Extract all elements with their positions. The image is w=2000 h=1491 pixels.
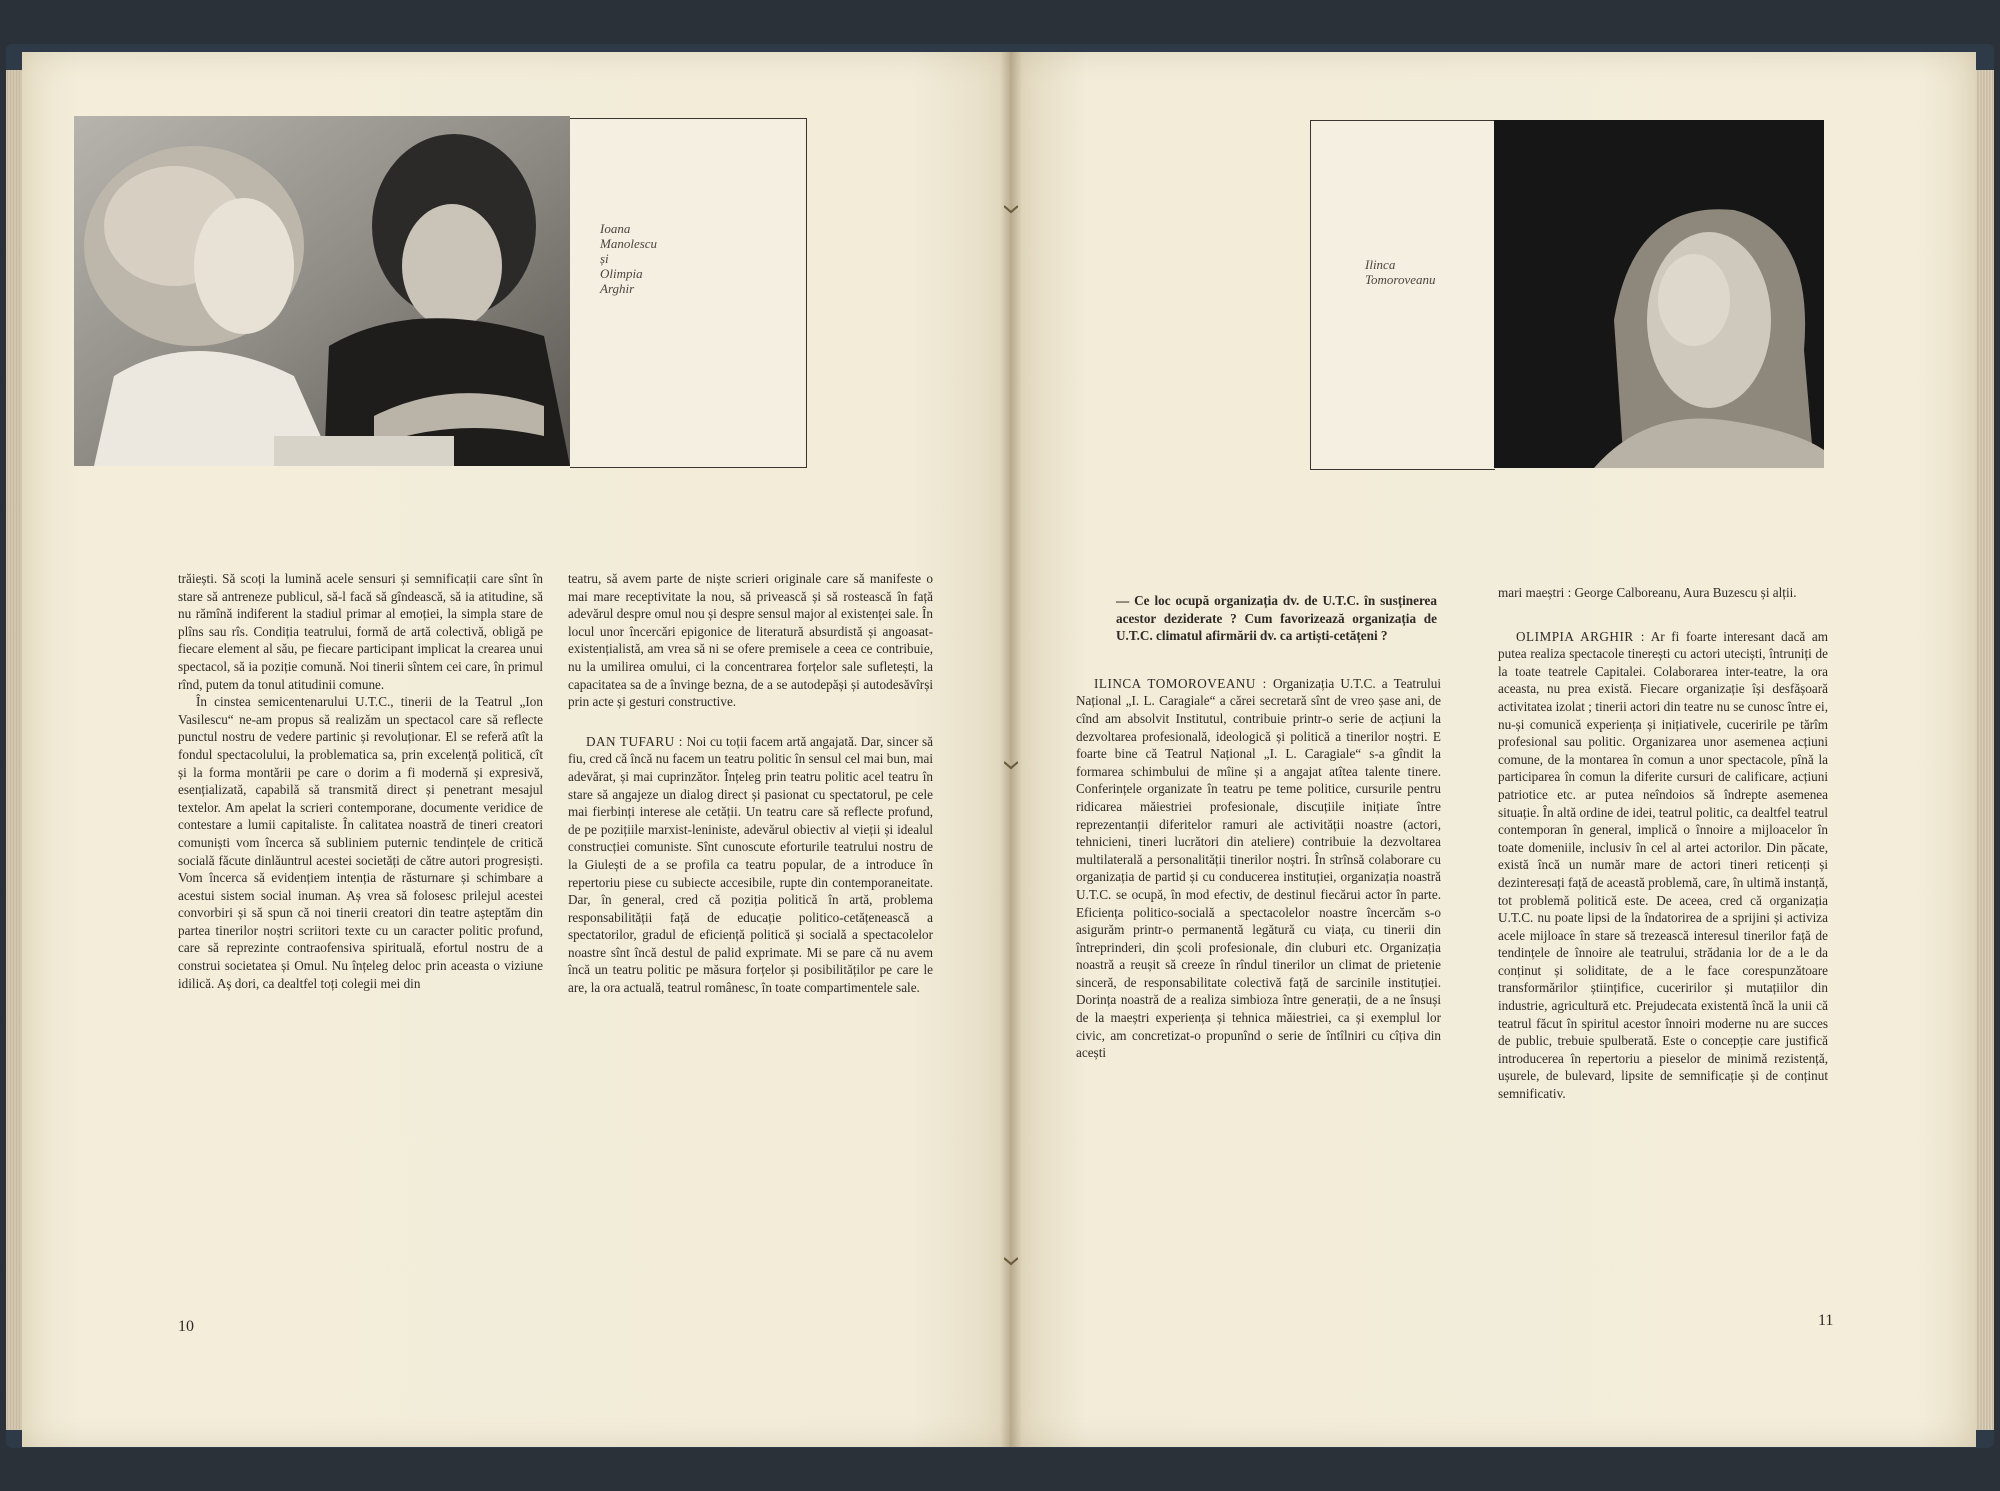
photo-manolescu-arghir: [74, 116, 570, 466]
caption-line: Olimpia: [600, 266, 643, 281]
speaker-text: Organizația U.T.C. a Teatrului Național „I. L. Caragiale“ a cărei secretară sînt de vreo șase ani, de cînd am absolvit Institutul, contribuie printr-o serie de acțiuni la dezvoltarea profesională, ideologică și politică a tinerilor noștri. E foarte bine că Teatrul Național „I. L. Caragiale“ s-a gîndit la formarea schimbului de mîine și a angajat atîtea talente tinere. Conferințele organizate în teatru pe teme politice, cursurile pentru ridicarea măiestriei profesionale, discuțiile inițiate între reprezentanții diferitelor ramuri ale activității noastre (actori, tehnicieni, tineri lucrători din ateliere) contribuie la dezvoltarea multilaterală a personalității tinerilor noștri. În strînsă colaborare cu organizația de partid și cu conducerea instituției, organizația noastră U.T.C. se ocupă, în mod efectiv, de destinul fiecărui actor în parte. Eficiența politico-socială a spectacolelor noastre încercăm s-o asigurăm printr-o permanentă legătură cu viața, cu tinerii din întreprinderi, din școli profesionale, din cluburi etc. Organizația noastră a reușit să creeze în rîndul tinerilor un climat de prietenie sinceră, de responsabilitate colectivă față de sarcinile instituției. Dorința noastră de a realiza simbioza între generații, de a ne însuși de la maeștri experiența și tehnica măiestriei, ca și exemplul lor civic, am concretizat-o propunînd o serie de întîlniri cu cîțiva din acești: [1076, 675, 1441, 1061]
text-column-2: [568, 570, 933, 997]
text-column-4: [1498, 584, 1828, 1103]
binding-mark: [1004, 760, 1018, 770]
caption-left: [570, 118, 807, 468]
page-edges-right: [1976, 70, 1994, 1430]
caption-line: Manolescu: [600, 236, 658, 251]
text-column-1: [178, 570, 543, 992]
caption-right: [1310, 120, 1495, 470]
paragraph: [568, 733, 933, 997]
page-number-left: 10: [178, 1318, 194, 1335]
page-number-right: 11: [1818, 1312, 1834, 1329]
paragraph: teatru, să avem parte de niște scrieri originale care să manifeste o mai mare receptivitate la nou, să privească și să rostească în față adevărul despre omul nou și despre sensul major al existenței sale. În locul unor încercări epigonice de literatură absurdistă și angoasat-existențialistă, am vrea să ni se ofere premisele a ceea ce contribuie, nu la umilirea omului, ci la concentrarea forțelor sale sufletești, la capacitatea sa de a învinge bezna, de a se autodepăși și autodesăvîrși prin acte și gesturi constructive.: [568, 571, 933, 710]
speaker-text: Ar fi foarte interesant dacă am putea realiza spectacole tinerești cu actori uteciști, întruniți de la toate teatrele Capitalei. Colaborarea inter-teatre, la ora aceasta, nu prea există. Fiecare organizație își desfășoară activitatea izolat ; tinerii actori din teatre nu se cunosc între ei, nu-și comunică experiența și inițiativele, cuceririle pe tărîm profesional sau politic. Organizarea unor asemenea acțiuni comune, de la montarea în comun a unor spectacole, pînă la participarea în comun la diferite cursuri de calificare, acțiuni patriotice etc. ar putea neîndoios să îndrepte asemenea situație. În altă ordine de idei, teatrul politic, ca dealtfel teatrul contemporan în general, implică o înnoire a mijloacelor în toate domeniile, inclusiv în cel al artei actorilor. Din păcate, există încă un număr mare de actori tineri reticenți și dezinteresați față de această problemă, care, în ultimă instanță, tot problemă politică este. De aceea, cred că organizația U.T.C. nu poate lipsi de la îndatorirea de a sprijini și activiza acele mijloace în stare să trezească interesul tinerilor față de tendințele de înnoire ale teatrului, strădania lor de a le da conținut și soliditate, de a le face corespunzătoare transformărilor științifice, cuceririlor și mutațiilor din industrie, agricultură etc. Prejudecata existentă încă la unii că teatrul făcut în spiritul acestor înnoiri moderne nu are succes de public, trebuie spulberată. Este o concepție care justifică introducerea în repertoriu a pieselor de minimă rezistență, ușurele, de bulevard, lipsite de semnificație și de conținut semnificativ.: [1498, 628, 1828, 1102]
paragraph: [1498, 628, 1828, 1103]
caption-line: Ilinca: [1365, 257, 1396, 272]
binding-mark: [1004, 1256, 1018, 1266]
paragraph: mari maeștri : George Calboreanu, Aura Buzescu și alții.: [1498, 585, 1797, 600]
interview-question: — Ce loc ocupă organizația dv. de U.T.C. în susținerea acestor deziderate ? Cum favorizează organizația de U.T.C. climatul afirmării dv. ca artiști-cetățeni ?: [1116, 593, 1437, 644]
caption-line: Arghir: [600, 281, 635, 296]
speaker-name: OLIMPIA ARGHIR :: [1516, 628, 1645, 644]
book-gutter: [1000, 52, 1022, 1447]
paragraph: [1076, 675, 1441, 1062]
speaker-name: ILINCA TOMOROVEANU :: [1094, 675, 1267, 691]
speaker-name: DAN TUFARU :: [586, 733, 683, 749]
caption-line: și: [600, 251, 609, 266]
paragraph: În cinstea semicentenarului U.T.C., tinerii de la Teatrul „Ion Vasilescu“ ne-am propus să realizăm un spectacol care să reflecte punctul nostru de vedere partinic și revoluționar. El se referă atît la fondul spectacolului, la problematica sa, prin excelență politică, cît și la forma montării pe care o dorim a fi modernă și expresivă, esențializată, capabilă să transmită direct și penetrant mesajul textelor. Am apelat la scrieri contemporane, documente veridice de contestare a lumii capitaliste. În calitatea noastră de tineri creatori comuniști vom încerca să subliniem puternic tendințele de critică socială făcute dinlăuntrul acestei societăți de către autori progresiști. Vom încerca să evidențiem intenția de răsturnare și schimbare a acestui sistem social inuman. Aș vrea să folosesc prilejul acestei convorbiri și să spun că noi tinerii creatori din teatre așteptăm din partea tinerilor noștri scriitori texte cu un caracter politic profund, care să reprezinte contraofensiva spirituală, efortul nostru de a construi societatea și Omul. Nu înțeleg deloc prin aceasta o viziune idilică. Aș dori, ca dealtfel toți colegii mei din: [178, 694, 543, 991]
text-column-3: [1076, 592, 1441, 1062]
binding-mark: [1004, 204, 1018, 214]
paragraph: trăiești. Să scoți la lumină acele sensuri și semnificații care sînt în stare să antreneze publicul, să-l facă să gîndească, să ia atitudine, să nu rămînă indiferent la stadiul primar al emoției, la simpla stare de plîns sau rîs. Condiția teatrului, formă de artă colectivă, obligă pe fiecare element al său, pe fiecare participant implicat la crearea unui spectacol, să ia poziție comună. Noi tinerii sîntem cei care, în primul rînd, putem da tonul atitudinii comune.: [178, 571, 543, 692]
caption-line: Tomoroveanu: [1365, 272, 1436, 287]
photo-tomoroveanu: [1494, 120, 1824, 468]
speaker-text: Noi cu toții facem artă angajată. Dar, sincer să fiu, cred că încă nu facem un teatru politic în sensul cel mai bun, mai adevărat, și mai cuprinzător. Înțeleg prin teatru politic acel teatru în stare să angajeze un dialog direct și pasionat cu spectatorul, pe cele mai fierbinți interese ale cetății. Un teatru care să reflecte profund, de pe pozițiile marxist-leniniste, adevărul obiectiv al vieții și idealul construcției comuniste. Sînt cunoscute eforturile teatrului nostru de la Giulești de a se profila ca teatru popular, de a introduce în repertoriu piese cu subiecte accesibile, rupte din contemporaneitate. Dar, în general, cred că poziția politică în artă, problema responsabilității față de educație politico-cetățenească a spectatorilor, gradul de eficiență politică și socială a spectacolelor noastre sînt încă destul de palid exprimate. Mi se pare că nu avem încă un teatru politic pe măsura forțelor și posibilităților pe care le are, la ora actuală, teatrul românesc, în toate compartimentele sale.: [568, 733, 933, 996]
caption-line: Ioana: [600, 221, 631, 236]
